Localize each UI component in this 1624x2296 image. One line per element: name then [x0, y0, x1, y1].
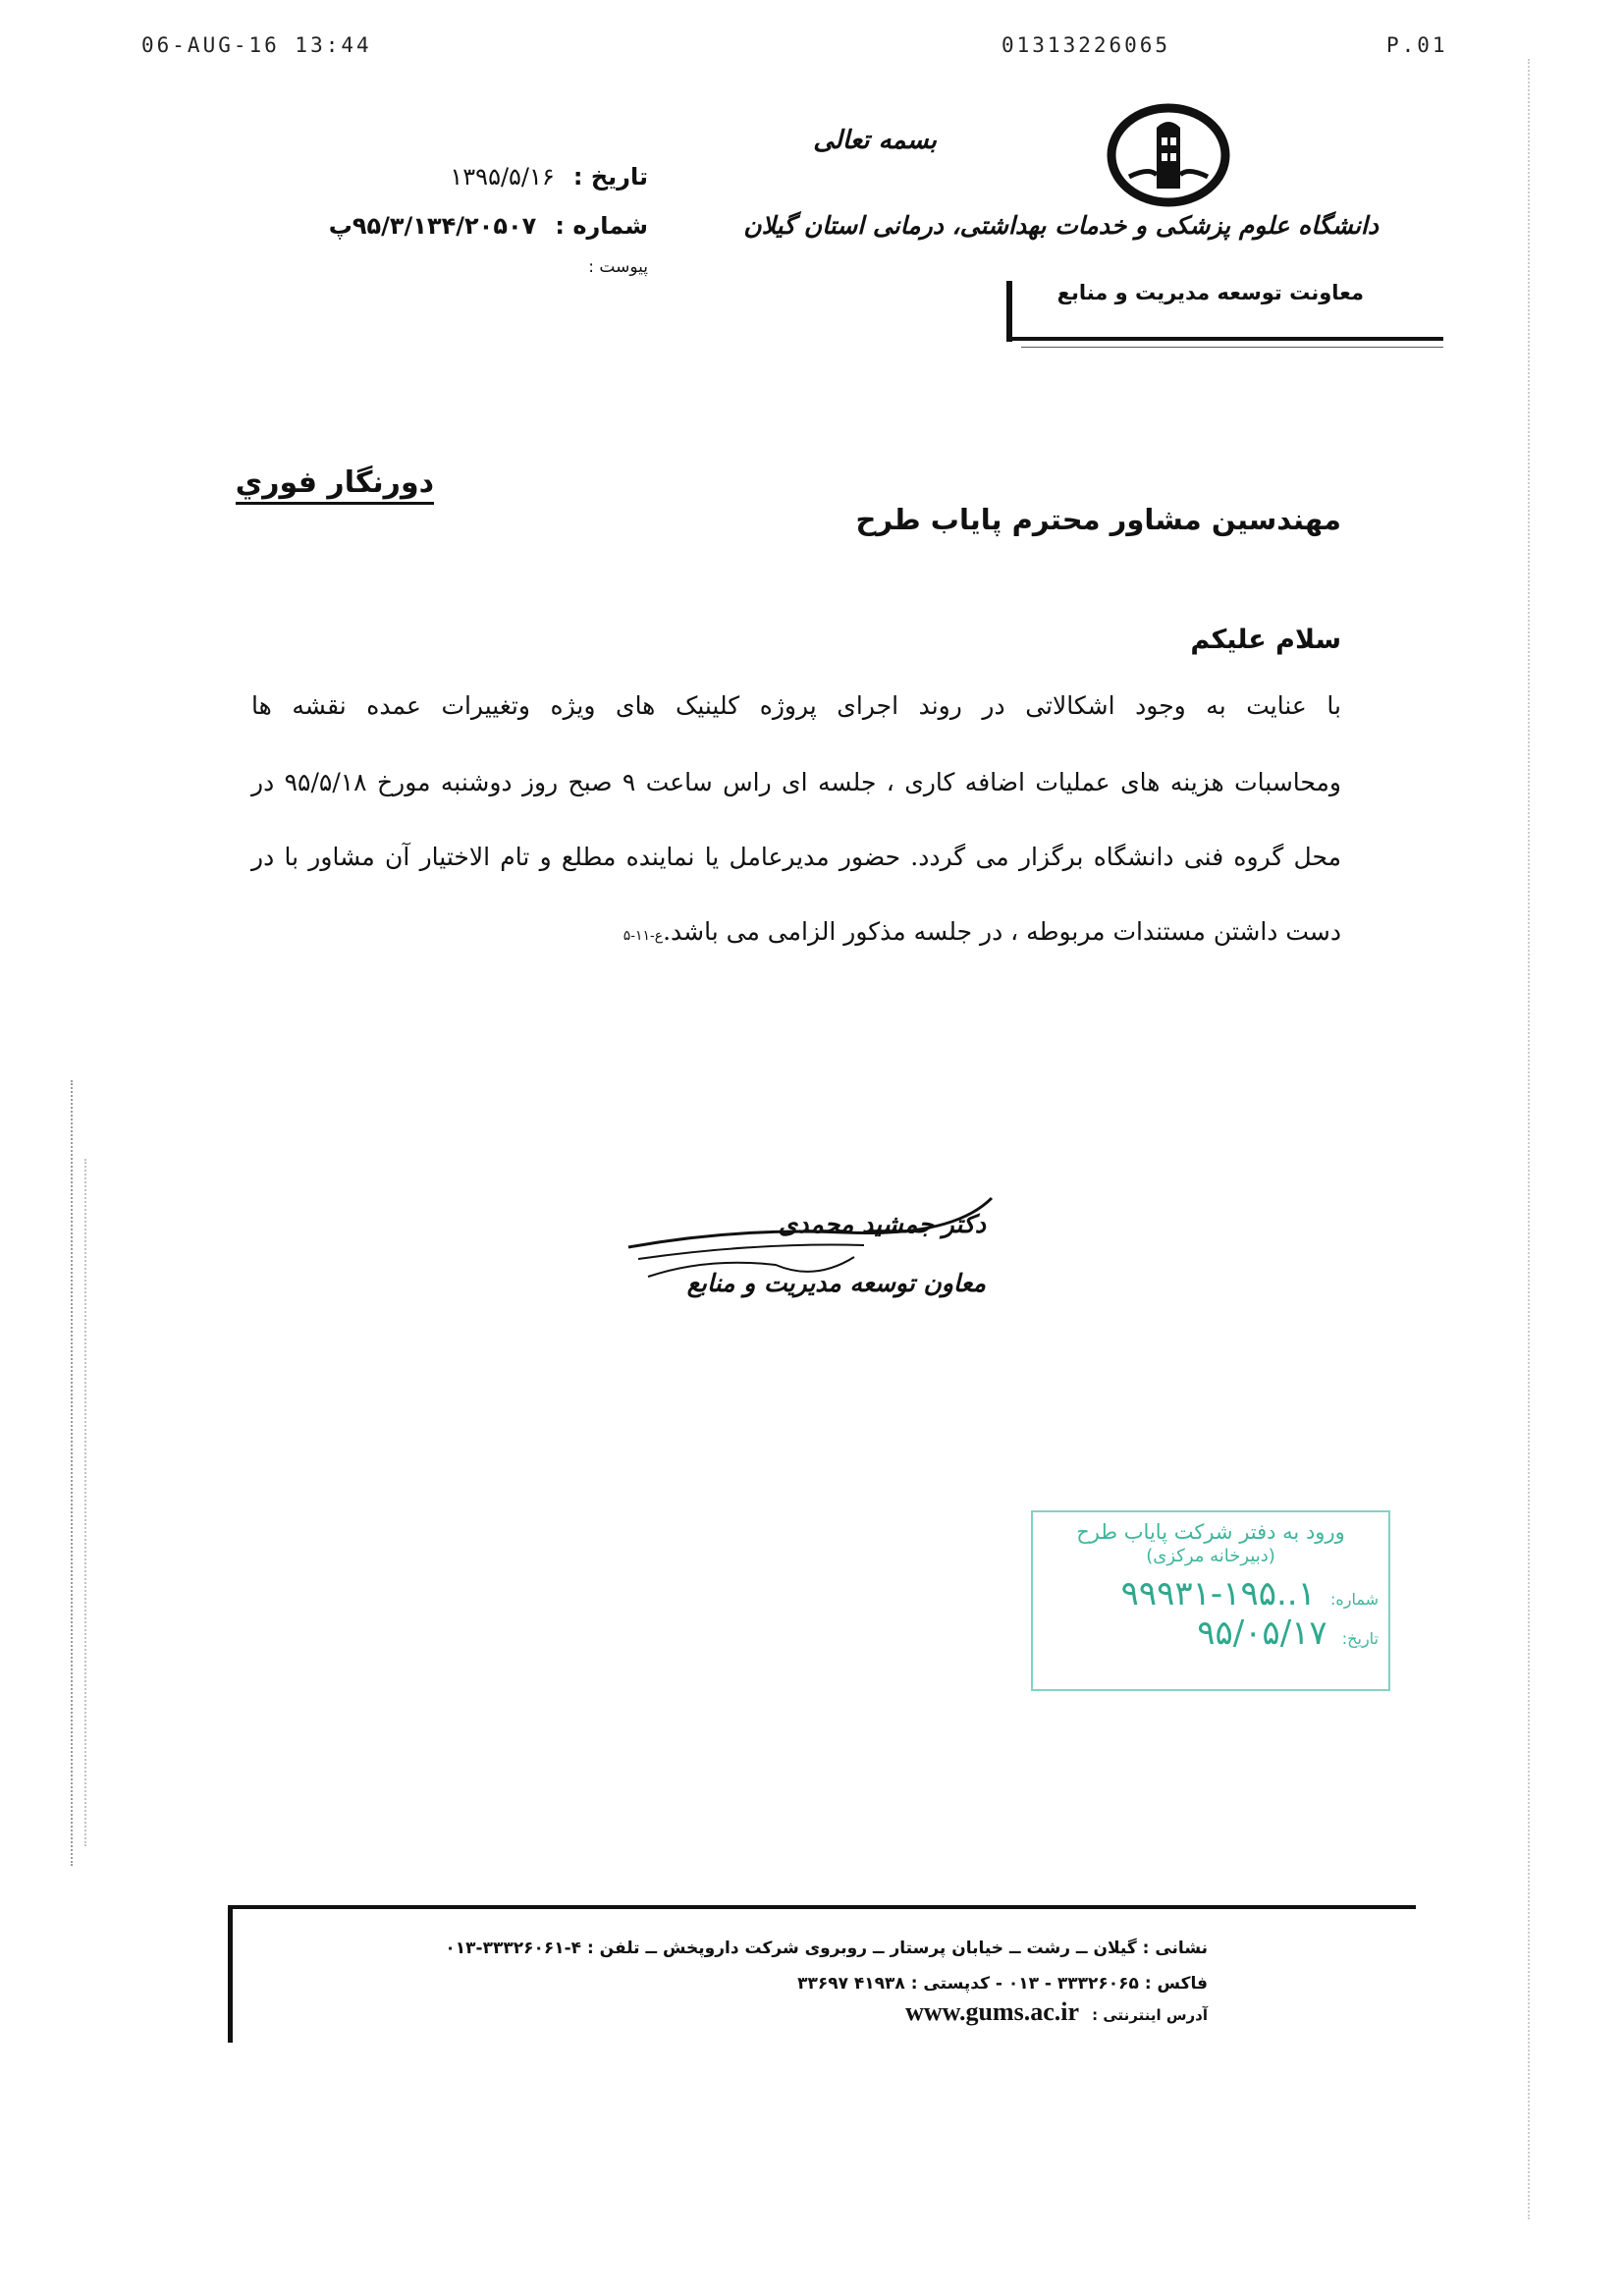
bismillah: بسمه تعالی — [813, 126, 937, 155]
footer-website-label: آدرس اینترنتی : — [1092, 2006, 1208, 2024]
date-row — [353, 163, 648, 191]
body-line-2: ومحاسبات هزینه های عملیات اضافه کاری ، جلسه ای راس ساعت ۹ صبح روز دوشنبه مورخ ۹۵/۵/۱۸ در — [251, 768, 1341, 796]
footer-top-rule — [228, 1905, 1416, 1909]
university-logo — [1090, 98, 1247, 216]
stamp-number-value: ۱..۱۹۵-۹۹۹۳۱ — [1120, 1574, 1316, 1613]
signature-name: دکتر جمشید محمدی — [778, 1210, 986, 1238]
number-row — [314, 212, 648, 240]
scan-margin-dots-1 — [71, 1080, 73, 1866]
department-name: معاونت توسعه مدیریت و منابع — [1056, 281, 1364, 304]
footer-fax: فاکس : ۳۳۳۲۶۰۶۵ - ۰۱۳ - کدپستی : ۴۱۹۳۸ ۳۳۶۹۷ — [797, 1974, 1208, 1994]
body-reference: ع-۱۱-۵ — [623, 928, 664, 944]
body-line-3: محل گروه فنی دانشگاه برگزار می گردد. حضور مدیرعامل یا نماینده مطلع و تام الاختیار آن مشاور با در — [251, 843, 1341, 871]
footer-website[interactable]: www.gums.ac.ir — [905, 1997, 1079, 2026]
date-label: تاریخ : — [572, 163, 648, 191]
stamp-date-label: تاریخ: — [1341, 1629, 1379, 1648]
letterhead-horizontal-rule — [1006, 337, 1443, 341]
scan-margin-dots-2 — [84, 1159, 86, 1846]
fax-number: 01313226065 — [1001, 33, 1171, 57]
greeting: سلام علیکم — [1190, 625, 1341, 655]
fax-page: P.01 — [1386, 33, 1448, 57]
scan-right-edge-dots — [1528, 59, 1530, 2219]
date-value: ۱۳۹۵/۵/۱۶ — [450, 163, 555, 191]
body-line-4-text: دست داشتن مستندات مربوطه ، در جلسه مذکور الزامی می باشد. — [663, 917, 1341, 946]
footer-left-rule — [228, 1905, 233, 2043]
receipt-stamp — [1031, 1510, 1390, 1691]
body-line-1: با عنایت به وجود اشکالاتی در روند اجرای پروژه کلینیک های ویژه وتغییرات عمده نقشه ها — [251, 691, 1341, 720]
stamp-subtitle: (دبیرخانه مرکزی) — [1146, 1546, 1275, 1566]
fax-datetime: 06-AUG-16 13:44 — [141, 33, 372, 57]
stamp-title: ورود به دفتر شرکت پایاب طرح — [1076, 1520, 1345, 1544]
footer-website-row — [422, 1997, 1208, 2027]
footer-address: نشانی : گیلان ــ رشت ــ خیابان پرستار ــ روبروی شرکت داروپخش ــ تلفن : ۴-۳۳۳۲۶۰۶۱-۰۱۳ — [445, 1939, 1208, 1958]
number-value: ۹۵/۳/۱۳۴/۲۰۵۰۷پ — [328, 212, 537, 240]
urgent-fax-label: دورنگار فوري — [236, 465, 434, 505]
number-label: شماره : — [555, 212, 648, 240]
recipient: مهندسین مشاور محترم پایاب طرح — [855, 503, 1341, 536]
stamp-date-row — [1033, 1613, 1388, 1653]
letterhead-vertical-rule — [1006, 281, 1012, 342]
university-name: دانشگاه علوم پزشکی و خدمات بهداشتی، درمانی استان گیلان — [743, 211, 1379, 240]
body-line-4 — [623, 917, 1341, 946]
attachment-label: پیوست : — [588, 257, 648, 277]
letterhead-thin-rule — [1021, 347, 1443, 348]
stamp-number-row — [1033, 1574, 1388, 1613]
signature-title: معاون توسعه مدیریت و منابع — [686, 1269, 986, 1297]
stamp-date-value: ۹۵/۰۵/۱۷ — [1197, 1613, 1327, 1653]
stamp-number-label: شماره: — [1329, 1590, 1379, 1609]
